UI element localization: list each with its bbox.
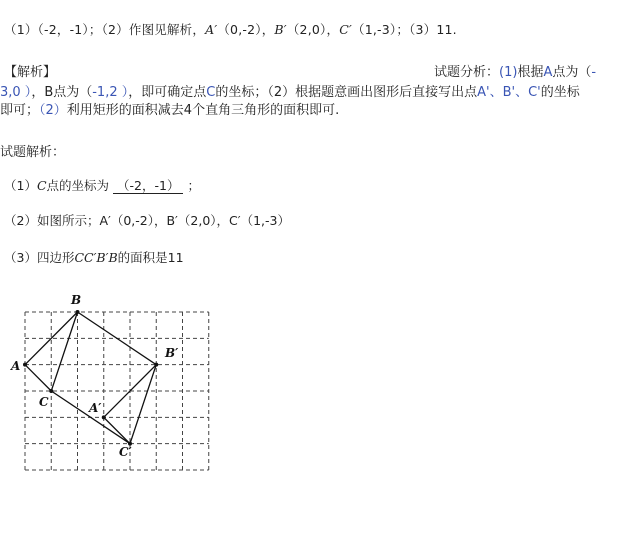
step-1-end: ； xyxy=(187,178,200,193)
analysis-header: 【解析】 xyxy=(4,65,57,80)
answer-b-coord: （2,0）， xyxy=(286,22,340,37)
point-a xyxy=(23,363,27,367)
analysis-coord-a: 3,0 ） xyxy=(0,85,32,100)
analysis-points: A'、B'、C' xyxy=(477,85,541,100)
point-c xyxy=(49,389,53,393)
analysis-text-7: 即可； xyxy=(0,103,40,118)
answer-c-label: C′ xyxy=(339,22,352,37)
label-a1: A′ xyxy=(89,401,102,415)
analysis-text-5: 的坐标；（2）根据题意画出图形后直接写出点 xyxy=(215,85,478,100)
answer-line xyxy=(4,20,457,38)
solution-step-2: （2）如图所示；A′（0,-2），B′（2,0），C′（1,-3） xyxy=(4,213,290,228)
analysis-line-2 xyxy=(0,81,580,100)
solution-header: 试题解析： xyxy=(0,145,66,160)
label-c: C xyxy=(39,395,49,409)
analysis-num-1: (1) xyxy=(499,65,518,80)
analysis-line-3 xyxy=(0,99,339,118)
step-1-point-c: C xyxy=(36,178,47,193)
point-b xyxy=(76,310,80,314)
point-a1 xyxy=(102,415,106,419)
analysis-label: 试题分析： xyxy=(434,65,500,80)
point-b1 xyxy=(154,363,158,367)
step-1-mid: 点的坐标为 xyxy=(46,178,110,193)
label-c1: C′ xyxy=(119,445,132,459)
triangle-abc xyxy=(25,312,78,391)
answer-part-1: （1）（-2，-1）；（2）作图见解析， xyxy=(4,22,206,37)
label-a: A xyxy=(11,359,21,373)
step-3-end: 的面积是11 xyxy=(117,250,184,265)
shapes xyxy=(25,312,156,444)
analysis-text-4: ，即可确定点 xyxy=(128,85,207,100)
solution-step-1 xyxy=(4,176,200,194)
answer-a-label: A′ xyxy=(205,22,218,37)
solution-step-3 xyxy=(4,248,184,266)
step-3-prefix: （3）四边形 xyxy=(4,250,75,265)
analysis-minus: - xyxy=(591,65,597,80)
label-b: B xyxy=(71,293,82,307)
analysis-text-6: 的坐标 xyxy=(540,85,580,100)
answer-b-label: B′ xyxy=(274,22,287,37)
analysis-text-8: 利用矩形的面积减去4个直角三角形的面积即可. xyxy=(66,103,340,118)
analysis-text-3: ，B点为（ xyxy=(31,85,93,100)
step-1-value: （-2，-1） xyxy=(113,178,183,194)
answer-a-coord: （0,-2）， xyxy=(217,22,275,37)
analysis-num-2: （2） xyxy=(39,103,67,118)
grid-figure xyxy=(8,290,238,490)
analysis-point-a: A xyxy=(543,65,553,80)
analysis-line-1 xyxy=(434,61,596,80)
step-3-shape: CC′B′B xyxy=(74,250,118,265)
step-1-prefix: （1） xyxy=(4,178,37,193)
analysis-point-c: C xyxy=(206,85,216,100)
answer-c-coord: （1,-3）；（3）11. xyxy=(352,22,457,37)
analysis-coord-b: -1,2 ） xyxy=(92,85,129,100)
vertices xyxy=(23,310,158,446)
analysis-text-1: 根据 xyxy=(517,65,544,80)
analysis-text-2: 点为（ xyxy=(552,65,592,80)
label-b1: B′ xyxy=(165,346,179,360)
